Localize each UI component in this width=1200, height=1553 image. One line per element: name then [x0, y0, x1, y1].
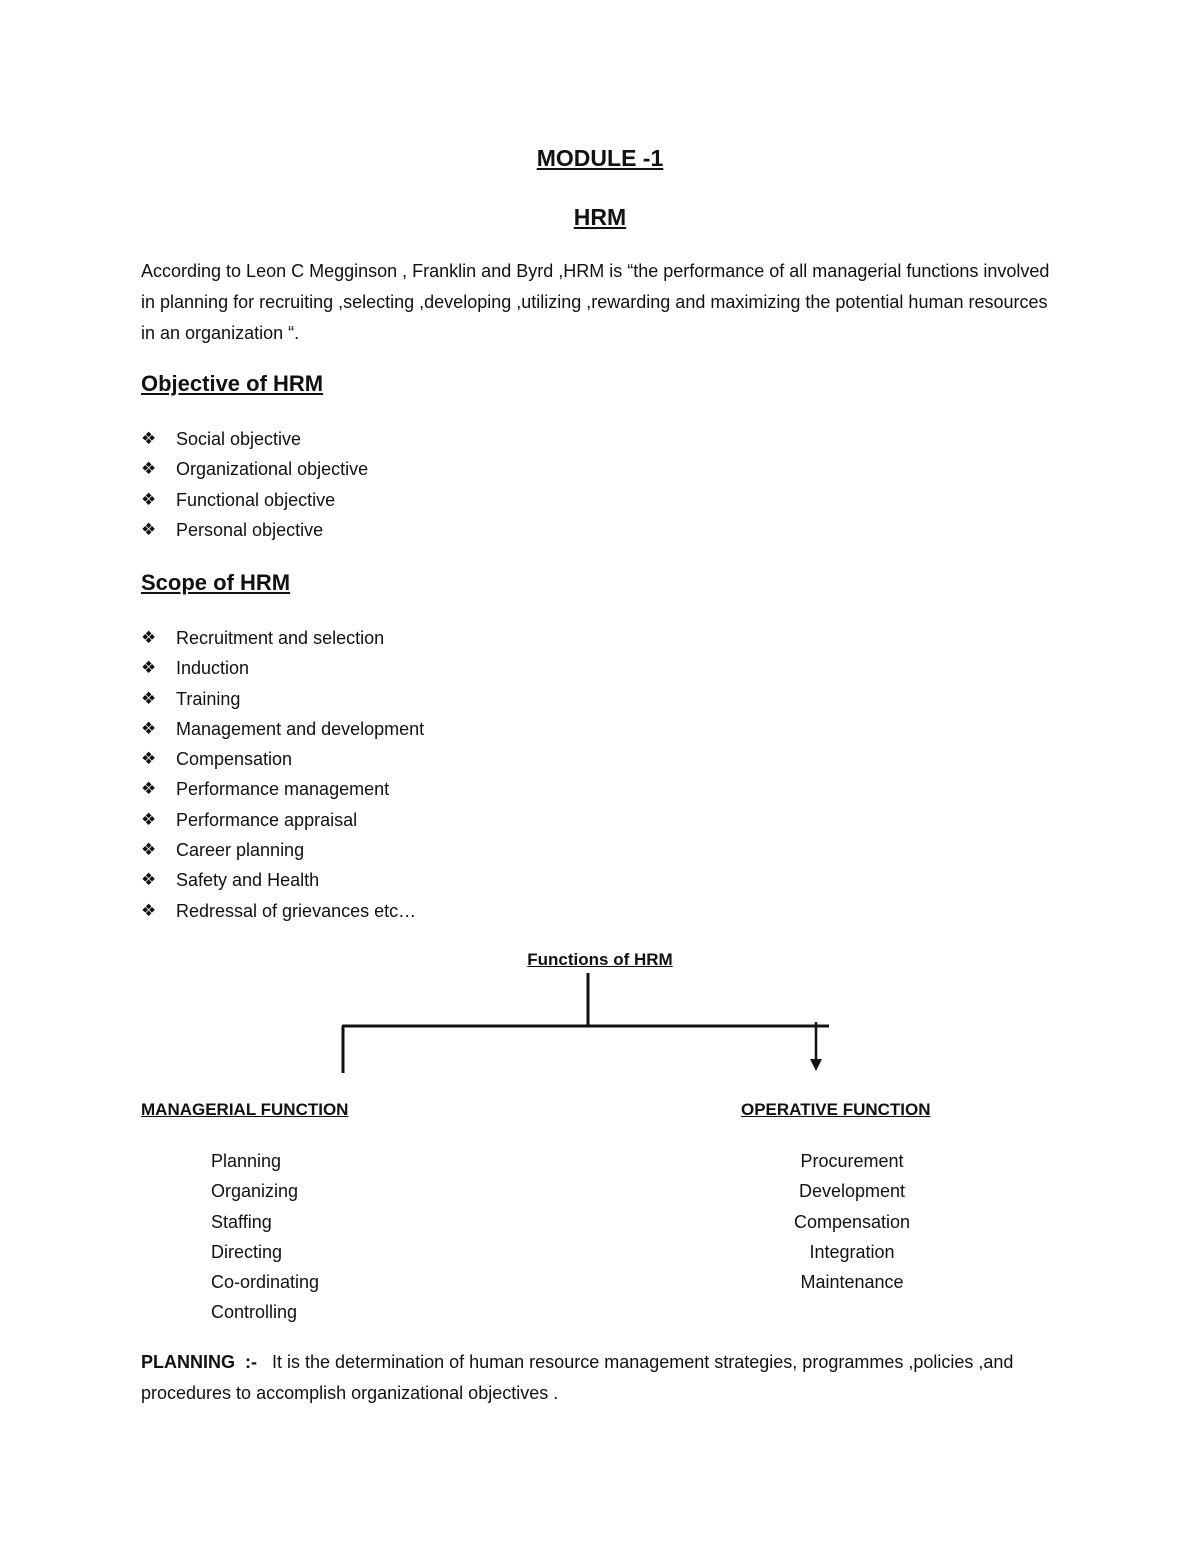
list-item: Development	[798, 1181, 906, 1202]
four-diamond-bullet-icon: ❖	[141, 489, 157, 509]
hrm-title: HRM	[573, 204, 627, 230]
list-item: ❖ Performance management	[141, 774, 424, 804]
list-item: ❖ Management and development	[141, 714, 424, 744]
four-diamond-bullet-icon: ❖	[141, 840, 157, 860]
module-title: MODULE -1	[536, 145, 664, 171]
list-item: ❖ Redressal of grievances etc…	[141, 896, 424, 926]
list-item: ❖ Training	[141, 684, 424, 714]
planning-label: PLANNING	[141, 1352, 235, 1372]
operative-function-heading: OPERATIVE FUNCTION	[741, 1100, 931, 1119]
list-item: ❖ Personal objective	[141, 515, 368, 545]
list-item: ❖ Performance appraisal	[141, 805, 424, 835]
four-diamond-bullet-icon: ❖	[141, 749, 157, 769]
operative-function-list	[762, 1146, 942, 1297]
list-item: ❖ Safety and Health	[141, 865, 424, 895]
list-item: Staffing	[211, 1211, 272, 1232]
list-item: ❖ Induction	[141, 653, 424, 683]
list-item: ❖ Compensation	[141, 744, 424, 774]
planning-text: It is the determination of human resource management strategies, programmes ,policies ,and procedures to accomplish organizational objectives .	[141, 1352, 1014, 1403]
planning-separator: :-	[245, 1352, 258, 1372]
list-item: Integration	[809, 1241, 895, 1262]
hrm-definition: According to Leon C Megginson , Franklin and Byrd ,HRM is “the performance of all managerial functions involved in planning for recruiting ,selecting ,developing ,utilizing ,rewarding and maximizing the potential human resources in an organization “.	[141, 261, 1050, 343]
list-item: ❖ Recruitment and selection	[141, 623, 424, 653]
four-diamond-bullet-icon: ❖	[141, 519, 157, 539]
four-diamond-bullet-icon: ❖	[141, 658, 157, 678]
functions-title: Functions of HRM	[527, 950, 673, 969]
list-item: Co-ordinating	[211, 1272, 320, 1293]
list-item: Maintenance	[800, 1272, 904, 1293]
planning-definition	[141, 1347, 1061, 1409]
managerial-function-heading: MANAGERIAL FUNCTION	[141, 1100, 349, 1119]
four-diamond-bullet-icon: ❖	[141, 900, 157, 920]
list-item: ❖ Functional objective	[141, 485, 368, 515]
four-diamond-bullet-icon: ❖	[141, 688, 157, 708]
managerial-function-list	[211, 1146, 319, 1328]
list-item: ❖ Career planning	[141, 835, 424, 865]
four-diamond-bullet-icon: ❖	[141, 429, 157, 448]
list-item: Organizing	[211, 1181, 299, 1202]
list-item: Directing	[211, 1241, 283, 1262]
list-item: ❖ Social objective	[141, 424, 368, 454]
arrow-down-icon	[810, 1059, 822, 1071]
four-diamond-bullet-icon: ❖	[141, 779, 157, 799]
list-item: Controlling	[211, 1302, 298, 1323]
four-diamond-bullet-icon: ❖	[141, 809, 157, 829]
list-item: Procurement	[800, 1151, 904, 1171]
four-diamond-bullet-icon: ❖	[141, 870, 157, 890]
four-diamond-bullet-icon: ❖	[141, 718, 157, 738]
list-item: Planning	[211, 1151, 282, 1171]
list-item: ❖ Organizational objective	[141, 454, 368, 484]
four-diamond-bullet-icon: ❖	[141, 459, 157, 479]
objectives-heading: Objective of HRM	[141, 371, 324, 396]
four-diamond-bullet-icon: ❖	[141, 628, 157, 647]
list-item: Compensation	[793, 1211, 911, 1232]
scope-heading: Scope of HRM	[141, 570, 291, 595]
